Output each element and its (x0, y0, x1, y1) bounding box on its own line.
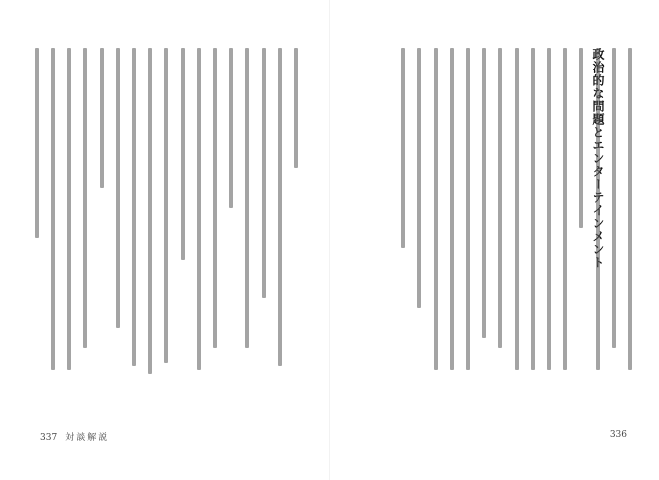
text-line-placeholder (417, 48, 421, 308)
text-line-placeholder (51, 48, 55, 370)
text-line-placeholder (35, 48, 39, 238)
text-line-placeholder (229, 48, 233, 208)
body-text-block (26, 48, 298, 378)
text-line-placeholder (181, 48, 185, 260)
text-line-placeholder (596, 48, 600, 370)
text-line-placeholder (213, 48, 217, 348)
text-line-placeholder (67, 48, 71, 370)
text-line-placeholder (278, 48, 282, 366)
page-number: 336 (609, 430, 627, 440)
text-line-placeholder (434, 48, 438, 370)
text-line-placeholder (83, 48, 87, 348)
body-text-block (356, 48, 632, 378)
text-line-placeholder (547, 48, 551, 370)
text-line-placeholder (100, 48, 104, 188)
text-line-placeholder (294, 48, 298, 168)
right-page (330, 0, 659, 480)
text-line-placeholder (262, 48, 266, 298)
text-line-placeholder (498, 48, 502, 348)
text-line-placeholder (197, 48, 201, 370)
left-page (0, 0, 329, 480)
text-line-placeholder (116, 48, 120, 328)
text-line-placeholder (164, 48, 168, 363)
text-line-placeholder (515, 48, 519, 370)
page-number: 337 (40, 433, 58, 443)
text-line-placeholder (612, 48, 616, 348)
text-line-placeholder (466, 48, 470, 370)
text-line-placeholder (579, 48, 583, 228)
text-line-placeholder (531, 48, 535, 370)
text-line-placeholder (148, 48, 152, 374)
text-line-placeholder (450, 48, 454, 370)
text-line-placeholder (563, 48, 567, 370)
text-line-placeholder (132, 48, 136, 366)
running-footer (40, 430, 109, 443)
text-line-placeholder (401, 48, 405, 248)
text-line-placeholder (245, 48, 249, 348)
text-line-placeholder (482, 48, 486, 338)
text-line-placeholder (628, 48, 632, 370)
section-label: 対談解説 (65, 433, 110, 443)
